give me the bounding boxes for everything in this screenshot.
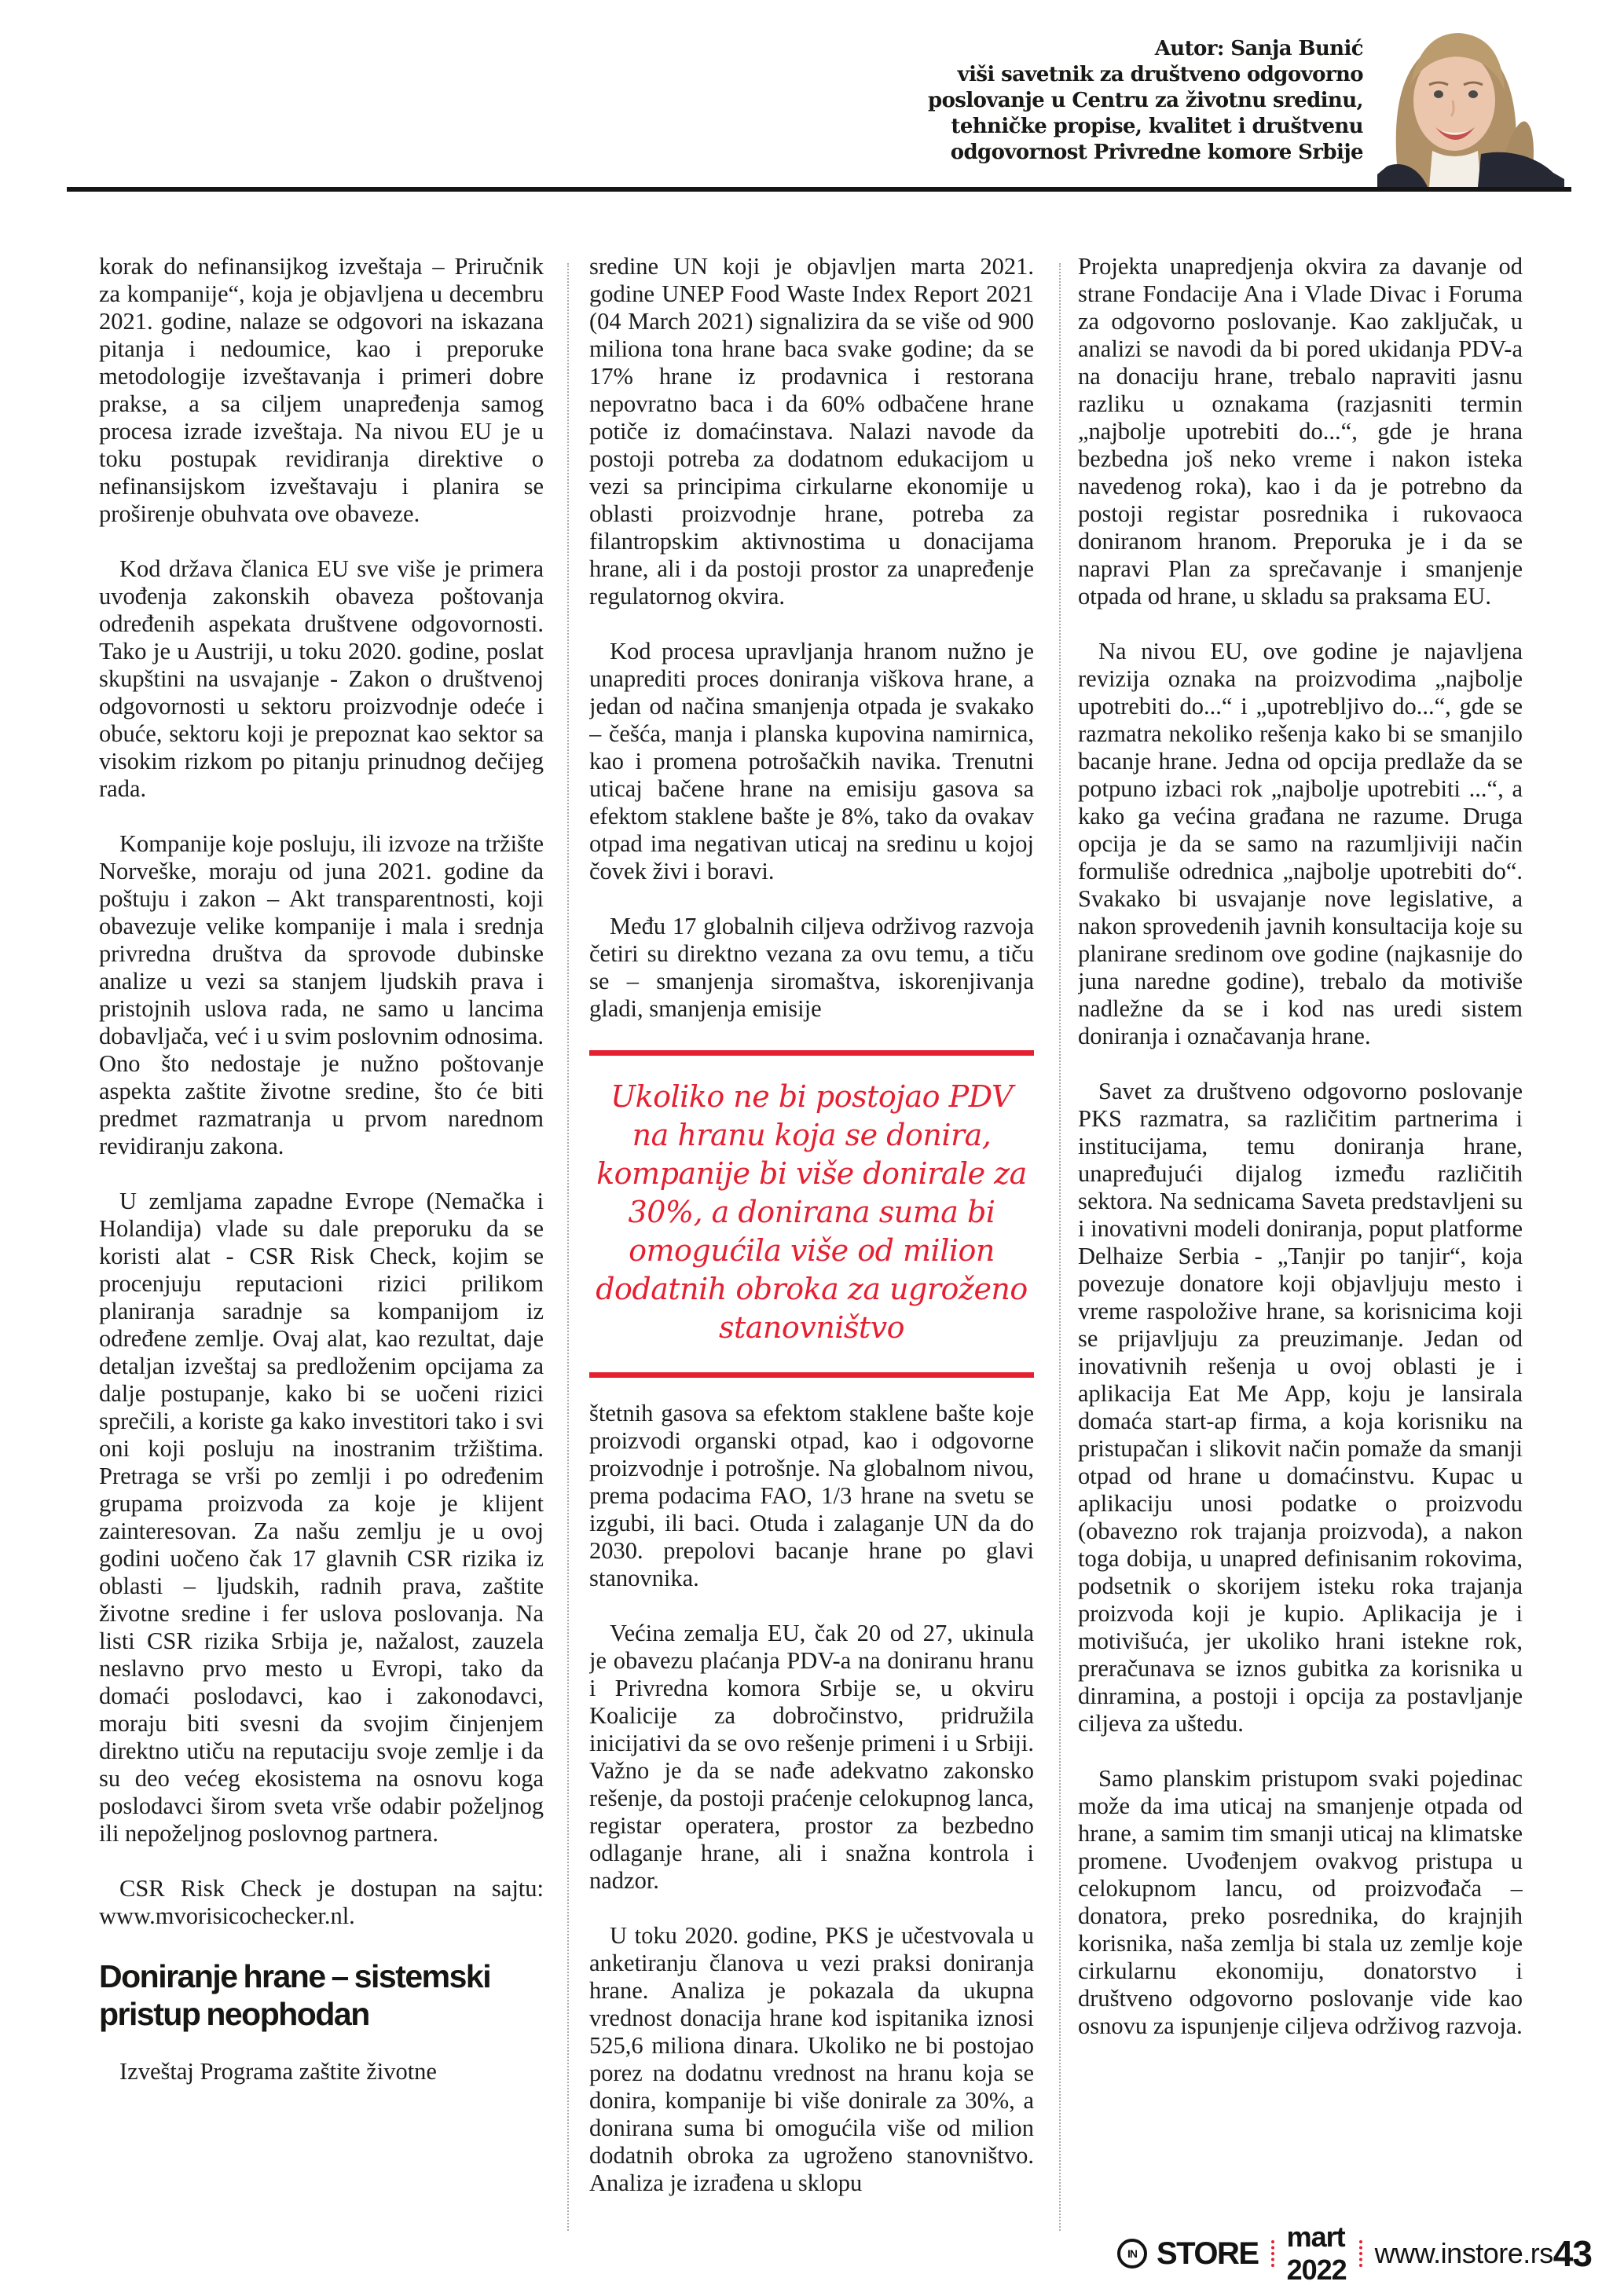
author-title-line: viši savetnik za društveno odgovorno xyxy=(957,63,1363,86)
website-url: www.instore.rs xyxy=(1374,2237,1553,2269)
issue-date: mart 2022 xyxy=(1286,2221,1347,2286)
body-paragraph: Kod procesa upravljanja hranom nužno je unaprediti proces doniranja viškova hrane, a jedan od načina smanjenja otpada je svakako – češća, manja i planska kupovina namirnica, kao i promena potrošačkih navika. Trenutni uticaj bačene hrane na emisiju gasova sa efektom staklene bašte je 8%, tako da ovakav otpad ima negativan uticaj na sredinu u kojoj čovek živi i boravi. xyxy=(589,638,1034,884)
author-title-line: tehničke propise, kvalitet i društvenu xyxy=(951,115,1363,138)
instore-logo-icon: IN xyxy=(1117,2239,1147,2269)
body-paragraph: CSR Risk Check je dostupan na sajtu: www.mvorisicochecker.nl. xyxy=(99,1875,544,1929)
author-title-line: odgovornost Privredne komore Srbije xyxy=(950,141,1363,164)
author-title-line: poslovanje u Centru za životnu sredinu, xyxy=(927,89,1363,112)
body-paragraph: Kod država članica EU sve više je primera uvođenja zakonskih obaveza poštovanja određenih aspekata društvene odgovornosti. Tako je u Austriji, u toku 2020. godine, poslat skupštini na usvajanje - Zakon o društvenoj odgovornosti u sektoru proizvodnje odeće i obuće, sektoru koji je prepoznat kao sektor sa visokim rizkom po pitanju prinudnog dečijeg rada. xyxy=(99,555,544,802)
body-paragraph: Izveštaj Programa zaštite životne xyxy=(119,2058,437,2085)
column-divider xyxy=(1059,263,1061,2231)
body-paragraph: korak do nefinansijkog izveštaja – Priručnik za kompanije“, koja je objavljena u decembru 2021. godine, nalaze se odgovori na iskazana pitanja i nedoumice, kao i preporuke metodologije izveštavanja i primeri dobre prakse, a sa ciljem unapređenja samog procesa izrade izveštaja. Na nivou EU je u toku postupak revidiranja direktive o nefinansijskom izveštavaju i planira se proširenje obuhvata ove obaveze. xyxy=(99,253,544,527)
body-paragraph: Savet za društveno odgovorno poslovanje PKS razmatra, sa različitim partnerima i institucijama, temu doniranja hrane, unapređujući dijalog između različitih sektora. Na sednicama Saveta predstavljeni su i inovativni modeli doniranja, poput platforme Delhaize Serbia - „Tanjir po tanjir“, koja povezuje donatore koji objavljuju mesto i vreme raspoložive hrane, sa korisnicima koji se prijavljuju za preuzimanje. Jedan od inovativnih rešenja u ovoj oblasti je i aplikacija Eat Me App, koju je lansirala domaća start-ap firma, a koja korisniku na pristupačan i slikovit način pomaže da smanji otpad od hrane u domaćinstvu. Kupac u aplikaciju unosi podatke o proizvodu (obavezno rok trajanja proizvoda), a nakon toga dobija, u unapred definisanim rokovima, podsetnik o skorijem isteku roka trajanja proizvoda koji je kupio. Aplikacija je i motivišuća, jer ukoliko hrani istekne rok, preračunava se iznos gubitka za korisnika u dinramina, a postoji i opcija za postavljanje ciljeva za uštedu. xyxy=(1078,1078,1523,1737)
header-rule xyxy=(67,187,1571,192)
page-number: 43 xyxy=(1553,2233,1592,2274)
body-paragraph: Kompanije koje posluju, ili izvoze na tržište Norveške, moraju od juna 2021. godine da poštuju i zakon – Akt transparentnosti, koji obavezuje velike kompanije i mala i srednja privredna društva da sprovode dubinske analize u vezi sa stanjem ljudskih prava i pristojnih uslova rada, ne samo u lancima dobavljača, već i u svim poslovnim odnosima. Ono što nedostaje je nužno poštovanje aspekta zaštite životne sredine, što će biti predmet razmatranja u prvom narednom revidiranju zakona. xyxy=(99,830,544,1159)
magazine-name: STORE xyxy=(1157,2236,1259,2271)
page-footer xyxy=(1117,2221,1592,2286)
column-2 xyxy=(589,253,1034,2248)
body-paragraph: sredine UN koji je objavljen marta 2021. godine UNEP Food Waste Index Report 2021 (04 March 2021) signalizira da se više od 900 miliona tona hrane baca svake godine; da se 17% hrane iz prodavnica i restorana nepovratno baca i da 60% odbačene hrane potiče iz domaćinstava. Nalazi navode da postoji potreba za dodatnom edukacijom u vezi sa principima cirkularne ekonomije u oblasti proizvodnje hrane, potreba za filantropskim aktivnostima u donacijama hrane, ali i da postoji prostor za unapređenje regulatornog okvira. xyxy=(589,253,1034,610)
body-paragraph: štetnih gasova sa efektom staklene bašte koje proizvodi organski otpad, kao i odgovorne proizvodnje i potrošnje. Na globalnom nivou, prema podacima FAO, 1/3 hrane na svetu se izgubi, ili baci. Otuda i zalaganje UN da do 2030. prepolovi bacanje hrane po glavi stanovnika. xyxy=(589,1400,1034,1591)
body-paragraph: U zemljama zapadne Evrope (Nemačka i Holandija) vlade su dale preporuku da se koristi alat - CSR Risk Check, kojim se procenjuju reputacioni rizici prilikom planiranja saradnje sa kompanijom iz određene zemlje. Ovaj alat, kao rezultat, daje detaljan izveštaj sa predloženim opcijama za dalje postupanje, kako bi se uočeni rizici sprečili, a koriste ga kako investitori tako i svi oni koji posluju na inostranim tržištima. Pretraga se vrši po zemlji i po određenim grupama proizvoda za koje je klijent zainteresovan. Za našu zemlju je u ovoj godini uočeno čak 17 glavnih CSR rizika iz oblasti – ljudskih, radnih prava, zaštite životne sredine i fer uslova poslovanja. Na listi CSR rizika Srbija je, nažalost, zauzela neslavno prvo mesto u Evropi, tako da domaći poslodavci, kao i zakonodavci, moraju biti svesni da svojim činjenjem direktno utiču na reputaciju svoje zemlje i da su deo većeg ekosistema na osnovu koga poslodavci širom sveta vrše odabir poželjnog ili nepoželjnog poslovnog partnera. xyxy=(99,1188,544,1847)
footer-separator xyxy=(1271,2240,1274,2267)
author-name: Autor: Sanja Bunić xyxy=(1154,37,1363,60)
column-3 xyxy=(1078,253,1523,2248)
column-divider xyxy=(567,263,569,2231)
footer-separator xyxy=(1359,2240,1362,2267)
author-block xyxy=(766,36,1363,166)
body-paragraph: Projekta unapredjenja okvira za davanje od strane Fondacije Ana i Vlade Divac i Foruma za odgovorno poslovanje. Kao zaključak, u analizi se navodi da bi pored ukidanja PDV-a na donaciju hrane, trebalo napraviti jasnu razliku u oznakama (razjasniti termin „najbolje upotrebiti do...“, gde je hrana bezbedna još neko vreme i nakon isteka navedenog roka), kao i da je potrebno da postoji registar posrednika i rukovaoca doniranom hranom. Preporuka je i da se napravi Plan za sprečavanje i smanjenje otpada od hrane, u skladu sa praksama EU. xyxy=(1078,253,1523,610)
body-paragraph: Samo planskim pristupom svaki pojedinac može da ima uticaj na smanjenje otpada od hrane, a samim tim smanji uticaj na klimatske promene. Uvođenjem ovakvog pristupa u celokupnom lancu, od proizvođača – donatora, preko posrednika, do krajnjih korisnika, naša zemlja bi stala uz zemlje koje cirkularnu ekonomiju, donatorstvo i društveno odgovorno poslovanje vide kao osnovu za ispunjenje ciljeva održivog razvoja. xyxy=(1078,1765,1523,2039)
column-1 xyxy=(99,253,544,2248)
pull-quote: Ukoliko ne bi postojao PDV na hranu koja se donira, kompanije bi više donirale za 30%, a donirana suma bi omogućila više od milion dodatnih obroka za ugroženo stanovništvo xyxy=(589,1050,1034,1378)
body-paragraph: Na nivou EU, ove godine je najavljena revizija oznaka na proizvodima „najbolje upotrebiti do...“ i „upotrebljivo do...“, gde se razmatra nekoliko rešenja kako bi se smanjilo bacanje hrane. Jedna od opcija predlaže da se potpuno izbaci rok „najbolje upotrebiti ...“, a kako ga većina građana ne razume. Druga opcija je da se samo na razumljiviji način formuliše odrednica „najbolje upotrebiti do“. Svakako bi usvajanje nove legislative, a nakon sprovedenih javnih konsultacija koje su planirane sredinom ove godine (najkasnije do juna naredne godine), trebalo da motiviše nadležne da se i kod nas uredi sistem doniranja i označavanja hrane. xyxy=(1078,638,1523,1049)
section-heading: Doniranje hrane – sistemski pristup neophodan xyxy=(99,1958,491,2032)
author-photo-illustration xyxy=(1377,13,1564,187)
author-photo xyxy=(1377,13,1564,187)
body-paragraph: U toku 2020. godine, PKS je učestvovala u anketiranju članova u vezi praksi doniranja hrane. Analiza je pokazala da ukupna vrednost donacija hrane kod ispitanika iznosi 525,6 miliona dinara. Ukoliko ne bi postojao porez na dodatnu vrednost na hranu koja se donira, kompanije bi više donirale za 30%, a donirana suma bi omogućila više od milion dodatnih obroka za ugroženo stanovništvo. Analiza je izrađena u sklopu xyxy=(589,1922,1034,2196)
body-paragraph: Većina zemalja EU, čak 20 od 27, ukinula je obavezu plaćanja PDV-a na doniranu hranu i Privredna komora Srbije se, u okviru Koalicije za dobročinstvo, pridružila inicijativi da se ovo rešenje primeni i u Srbiji. Važno je da se nađe adekvatno zakonsko rešenje, da postoji praćenje celokupnog lanca, registar operatera, prostor za bezbedno odlaganje hrane, ali i snažna kontrola i nadzor. xyxy=(589,1620,1034,1894)
body-paragraph: Među 17 globalnih ciljeva održivog razvoja četiri su direktno vezana za ovu temu, a tiču se – smanjenja siromaštva, iskorenjivanja gladi, smanjenja emisije xyxy=(589,913,1034,1022)
